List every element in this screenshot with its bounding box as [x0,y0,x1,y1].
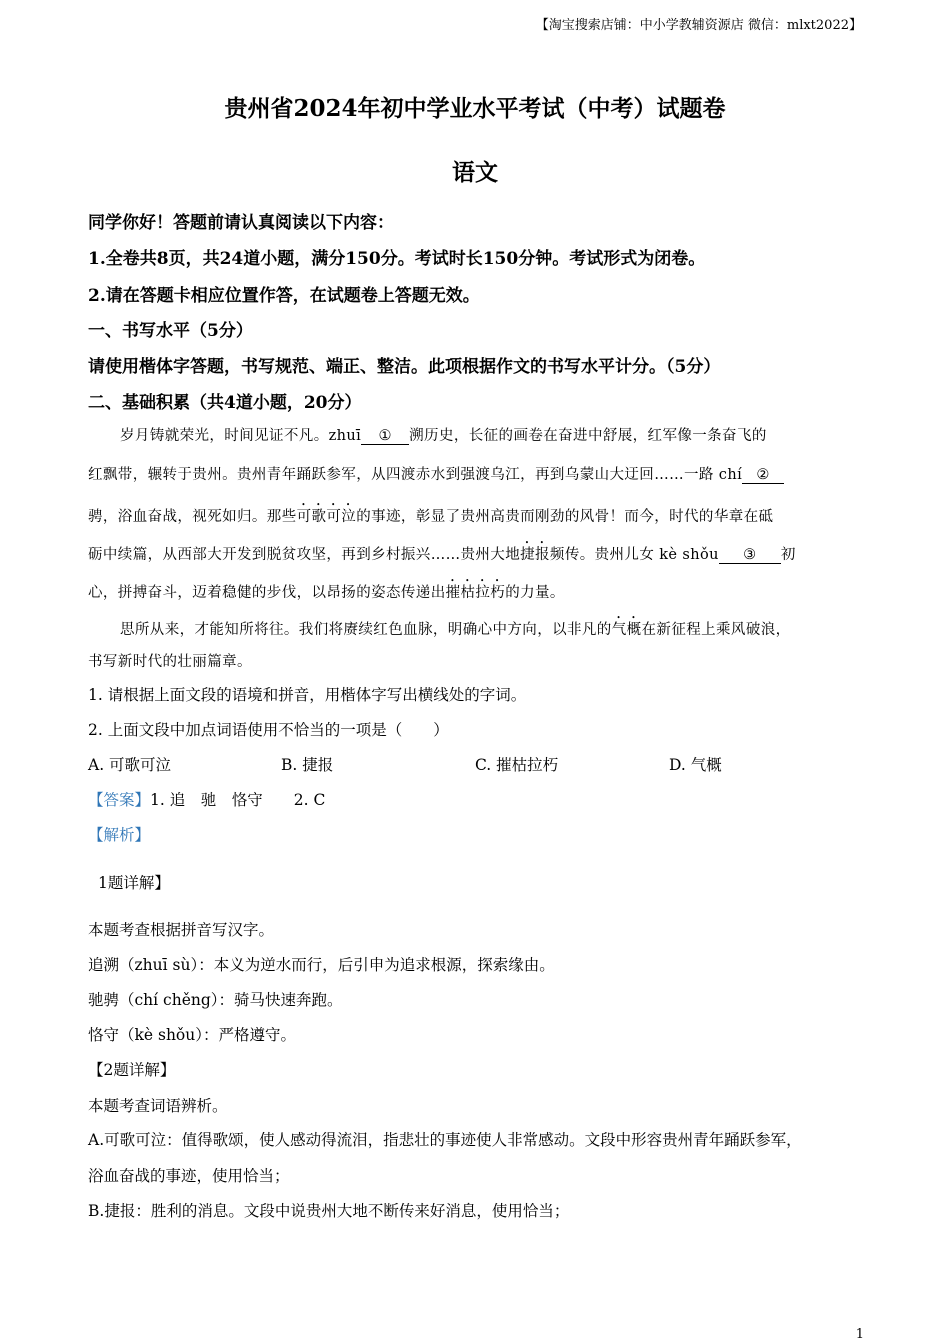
passage-text: 心，拼搏奋斗，迈着稳健的步伐，以昂扬的姿态传递出 [88,585,446,601]
analysis-a: A.可歌可泣：值得歌颂，使人感动得流泪，指悲壮的事迹使人非常感动。文段中形容贵州青年踊跃参军， [88,1131,802,1149]
analysis-b: B.捷报：胜利的消息。文段中说贵州大地不断传来好消息，使用恰当； [88,1202,570,1220]
detail-1-text: 本题考查根据拼音写汉字。 [88,921,275,939]
passage-text: 在新征程上乘风破浪， [641,622,791,638]
answer-tag: 【答案】 [88,791,151,809]
blank-2: ② [742,467,784,484]
analysis-tag: 【解析】 [88,826,151,844]
passage-line-7: 书写新时代的壮丽篇章。 [88,654,252,670]
passage-text: 骋，浴血奋战，视死如归。那些 [88,509,297,525]
detail-1-heading: 1题详解】 [98,874,170,892]
section-1-heading: 一、书写水平（5分） [88,321,253,341]
passage-text: 初 [780,547,796,563]
question-1: 1. 请根据上面文段的语境和拼音，用楷体字写出横线处的字词。 [88,686,527,704]
passage-line-2 [88,463,784,484]
passage-text: 溯历史，长征的画卷在奋进中舒展，红军像一条奋飞的 [409,428,767,444]
passage-line-1 [120,424,767,445]
passage-text: 岁月铸就荣光，时间见证不凡。zhuī [120,428,362,444]
section-2-heading: 二、基础积累（共4道小题，20分） [88,393,362,413]
detail-2-text: 本题考查词语辨析。 [88,1097,228,1115]
word-explain-2: 驰骋（chí chěng）：骑马快速奔跑。 [88,991,343,1009]
page-number: 1 [855,1327,864,1342]
passage-text: 的力量。 [505,585,565,601]
page-title: 贵州省2024年初中学业水平考试（中考）试题卷 [224,95,726,122]
word-explain-3: 恪守（kè shǒu）：严格遵守。 [88,1026,296,1044]
answer-text: 1. 追 驰 恪守 2. C [150,791,326,809]
greeting: 同学你好！答题前请认真阅读以下内容： [88,213,394,233]
word-explain-1: 追溯（zhuī sù）：本义为逆水而行，后引申为追求根源，探索缘由。 [88,956,555,974]
passage-line-4 [88,539,796,564]
blank-1: ① [361,428,409,445]
option-d: D. 气概 [669,756,722,774]
dotted-word: 可歌可泣 [296,509,357,525]
passage-line-5 [88,577,565,602]
header-note: 【淘宝搜索店铺：中小学教辅资源店 微信：mlxt2022】 [535,18,862,33]
blank-3: ③ [719,547,781,564]
passage-text: 砺中续篇，从西部大开发到脱贫攻坚，再到乡村振兴……贵州大地 [88,547,521,563]
analysis-a-cont: 浴血奋战的事迹，使用恰当； [88,1167,290,1185]
passage-text: 频传。贵州儿女 kè shǒu [549,547,719,563]
answer-line [88,788,325,810]
question-2: 2. 上面文段中加点词语使用不恰当的一项是（ ） [88,721,449,739]
passage-line-6 [120,614,791,639]
option-b: B. 捷报 [281,756,334,774]
instruction-1: 1.全卷共8页，共24道小题，满分150分。考试时长150分钟。考试形式为闭卷。 [88,249,706,269]
instruction-2: 2.请在答题卡相应位置作答，在试题卷上答题无效。 [88,286,480,306]
dotted-word: 捷报 [520,547,550,563]
passage-text: 的事迹，彰显了贵州高贵而刚劲的风骨！而今，时代的华章在砥 [356,509,774,525]
option-c: C. 摧枯拉朽 [475,756,559,774]
dotted-word: 气概 [611,622,642,638]
passage-text: 红飘带，辗转于贵州。贵州青年踊跃参军，从四渡赤水到强渡乌江，再到乌蒙山大迂回……一路 chí [88,467,743,483]
page-subtitle: 语文 [452,159,498,186]
passage-line-3 [88,501,773,526]
option-a: A. 可歌可泣 [88,756,172,774]
section-1-text: 请使用楷体字答题，书写规范、端正、整洁。此项根据作文的书写水平计分。（5分） [88,357,721,377]
detail-2-heading: 【2题详解】 [88,1061,176,1079]
dotted-word: 摧枯拉朽 [445,585,506,601]
passage-text: 思所从来，才能知所将往。我们将赓续红色血脉，明确心中方向，以非凡的 [120,622,612,638]
